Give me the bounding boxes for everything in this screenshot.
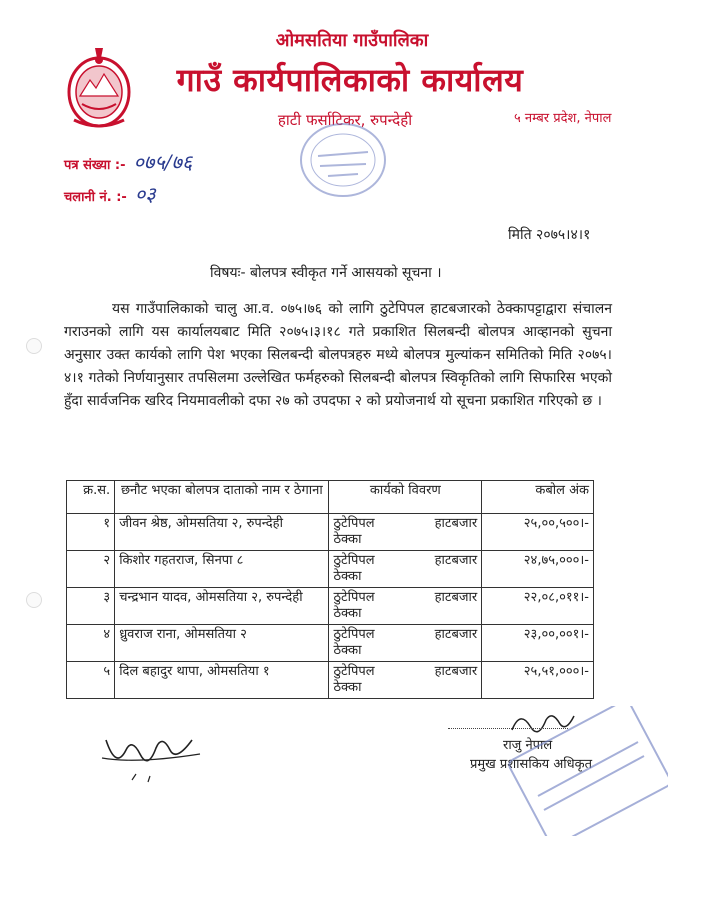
row-work-a: ठुटेपिपल — [333, 664, 375, 679]
header-name: छनौट भएका बोलपत्र दाताको नाम र ठेगाना — [115, 481, 329, 514]
notice-subject: विषयः- बोलपत्र स्वीकृत गर्ने आसयको सूचना । — [210, 265, 442, 281]
officer-title: प्रमुख प्रशासकिय अधिकृत — [470, 757, 593, 772]
dispatch-number-value: ०३ — [134, 182, 156, 206]
row-work-c: ठेक्का — [333, 569, 362, 584]
table-row — [67, 588, 594, 625]
table-header-row — [67, 481, 594, 514]
row-name: दिल बहादुर थापा, ओमसतिया १ — [115, 662, 329, 699]
row-name: किशोर गहतराज, सिनपा ८ — [115, 551, 329, 588]
row-work-c: ठेक्का — [333, 680, 362, 695]
letter-number — [64, 148, 192, 175]
officer-name: राजु नेपाल — [503, 738, 553, 753]
row-work-b: हाटबजार — [434, 627, 478, 642]
row-amount: २२,०८,०११।- — [482, 588, 594, 625]
municipality-name: ओमसतिया गाउँपालिका — [275, 30, 429, 51]
row-work — [329, 588, 482, 625]
row-work — [329, 551, 482, 588]
row-sn: ५ — [67, 662, 115, 699]
row-sn: १ — [67, 514, 115, 551]
header-sn: क्र.स. — [67, 481, 115, 514]
punch-hole — [26, 338, 42, 354]
row-amount: २४,७५,०००।- — [482, 551, 594, 588]
dispatch-number-label: चलानी नं. :- — [64, 190, 127, 205]
registration-stamp-icon — [298, 120, 388, 200]
row-work-a: ठुटेपिपल — [333, 590, 375, 605]
signature-left-icon — [96, 720, 206, 790]
office-title: गाउँ कार्यपालिकाको कार्यालय — [176, 61, 524, 99]
table-row — [67, 551, 594, 588]
officer-stamp-icon — [508, 706, 668, 836]
row-sn: ३ — [67, 588, 115, 625]
row-work-a: ठुटेपिपल — [333, 627, 375, 642]
row-name: चन्द्रभान यादव, ओमसतिया २, रुपन्देही — [115, 588, 329, 625]
row-amount: २३,००,००१।- — [482, 625, 594, 662]
nepal-emblem-icon — [66, 44, 132, 130]
header-work: कार्यको विवरण — [329, 481, 482, 514]
row-work — [329, 514, 482, 551]
bid-table — [66, 480, 594, 699]
row-work-b: हाटबजार — [434, 553, 478, 568]
header-amount: कबोल अंक — [482, 481, 594, 514]
notice-body: यस गाउँपालिकाको चालु आ.व. ०७५।७६ को लागि ठुटेपिपल हाटबजारको ठेक्कापट्टाद्वारा संचालन गराउनको लागि यस कार्यालयबाट मिति २०७५।३।१८ गते प्रकाशित सिलबन्दी बोलपत्र आव्हानको सुचना अनुसार उक्त कार्यको लागि पेश भएका सिलबन्दी बोलपत्रहरु मध्ये बोलपत्र मुल्यांकन समितिको मिति २०७५।४।१ गतेको निर्णयानुसार तपसिलमा उल्लेखित फर्महरुको सिलबन्दी बोलपत्र स्विकृतिको लागि सिफारिस भएको हुँदा सार्वजनिक खरिद नियमावलीको दफा २७ को उपदफा २ को प्रयोजनार्थ यो सूचना प्रकाशित गरिएको छ । — [64, 301, 612, 409]
table-row — [67, 625, 594, 662]
row-work — [329, 662, 482, 699]
row-work-b: हाटबजार — [434, 664, 478, 679]
row-work-a: ठुटेपिपल — [333, 553, 375, 568]
office-address: हाटी फर्साटिकर, रुपन्देही — [277, 111, 413, 129]
row-work-a: ठुटेपिपल — [333, 516, 375, 531]
notice-date: मिति २०७५।४।१ — [508, 227, 591, 243]
province-label: ५ नम्बर प्रदेश, नेपाल — [514, 111, 612, 126]
row-name: जीवन श्रेष्ठ, ओमसतिया २, रुपन्देही — [115, 514, 329, 551]
table-row — [67, 514, 594, 551]
row-amount: २५,५१,०००।- — [482, 662, 594, 699]
dispatch-number — [64, 180, 156, 207]
row-amount: २५,००,५००।- — [482, 514, 594, 551]
table-row — [67, 662, 594, 699]
row-work-c: ठेक्का — [333, 643, 362, 658]
row-name: ध्रुवराज राना, ओमसतिया २ — [115, 625, 329, 662]
row-work-b: हाटबजार — [434, 590, 478, 605]
punch-hole — [26, 592, 42, 608]
row-work-b: हाटबजार — [434, 516, 478, 531]
row-work — [329, 625, 482, 662]
letter-number-value: ०७५/७६ — [133, 150, 193, 174]
row-work-c: ठेक्का — [333, 606, 362, 621]
row-sn: २ — [67, 551, 115, 588]
row-work-c: ठेक्का — [333, 532, 362, 547]
row-sn: ४ — [67, 625, 115, 662]
letter-number-label: पत्र संख्या :- — [64, 158, 126, 173]
